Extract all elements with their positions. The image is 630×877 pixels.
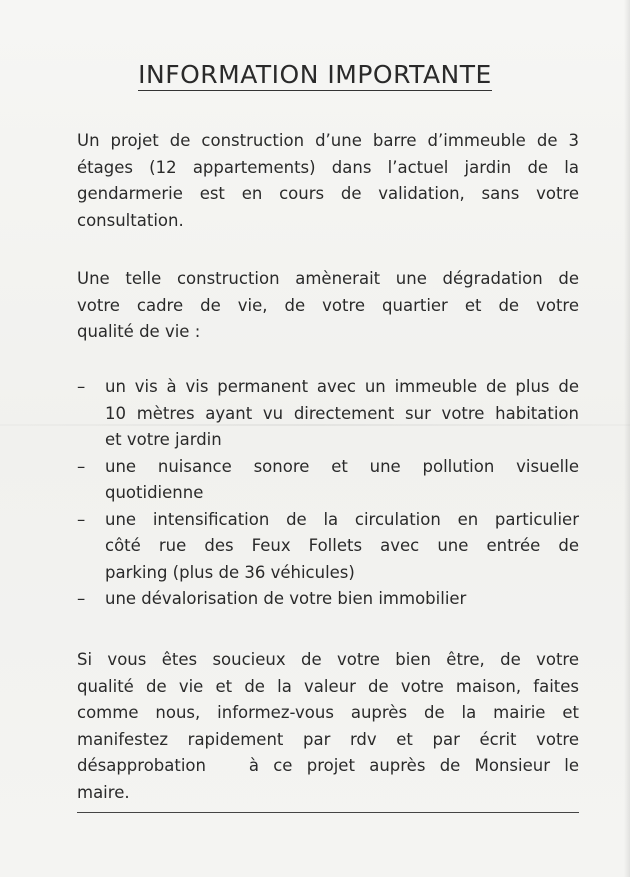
document-title-text: INFORMATION IMPORTANTE <box>138 60 492 89</box>
text-line: Une telle construction amènerait une dégradation de <box>77 269 579 288</box>
text-line: quotidienne <box>105 483 204 502</box>
list-item <box>77 374 579 454</box>
text-line: maire. <box>77 782 130 802</box>
text-line: une intensification de la circulation en particulier <box>105 509 579 529</box>
text-line: une nuisance sonore et une pollution visuelle <box>105 456 579 476</box>
text-line: Un projet de construction d’une barre d’immeuble de 3 <box>77 131 579 150</box>
text-line: une dévalorisation de votre bien immobilier <box>105 589 467 608</box>
consequences-list <box>77 374 579 613</box>
text-line: 10 mètres ayant vu directement sur votre habitation <box>105 403 579 423</box>
dash-bullet: – <box>77 589 86 608</box>
text-line: consultation. <box>77 210 184 230</box>
bottom-rule-divider <box>77 812 579 813</box>
text-line: étages (12 appartements) dans l’actuel jardin de la <box>77 157 579 177</box>
text-line: désapprobation à ce projet auprès de Monsieur le <box>77 756 579 775</box>
text-line: gendarmerie est en cours de validation, sans votre <box>77 184 579 203</box>
list-item <box>77 507 579 587</box>
text-line: parking (plus de 36 véhicules) <box>105 562 355 582</box>
dash-bullet: – <box>77 377 86 396</box>
text-line: côté rue des Feux Follets avec une entrée de <box>105 536 579 555</box>
paragraph-consequences-intro <box>77 266 579 346</box>
text-line: comme nous, informez-vous auprès de la mairie et <box>77 703 579 722</box>
dash-bullet: – <box>77 456 86 476</box>
dash-bullet: – <box>77 509 86 529</box>
text-line: votre cadre de vie, de votre quartier et de votre <box>77 295 579 315</box>
document-title <box>0 58 630 92</box>
list-item <box>77 586 579 613</box>
list-item <box>77 454 579 507</box>
text-line: un vis à vis permanent avec un immeuble de plus de <box>105 377 579 396</box>
text-line: et votre jardin <box>105 430 222 449</box>
paragraph-project-announcement <box>77 128 579 234</box>
text-line: qualité de vie : <box>77 322 201 341</box>
text-line: Si vous êtes soucieux de votre bien être, de votre <box>77 650 579 669</box>
text-line: qualité de vie et de la valeur de votre maison, faites <box>77 676 579 696</box>
text-line: manifestez rapidement par rdv et par écrit votre <box>77 729 579 749</box>
paragraph-call-to-action <box>77 647 579 806</box>
paper-edge-shadow <box>624 0 630 877</box>
